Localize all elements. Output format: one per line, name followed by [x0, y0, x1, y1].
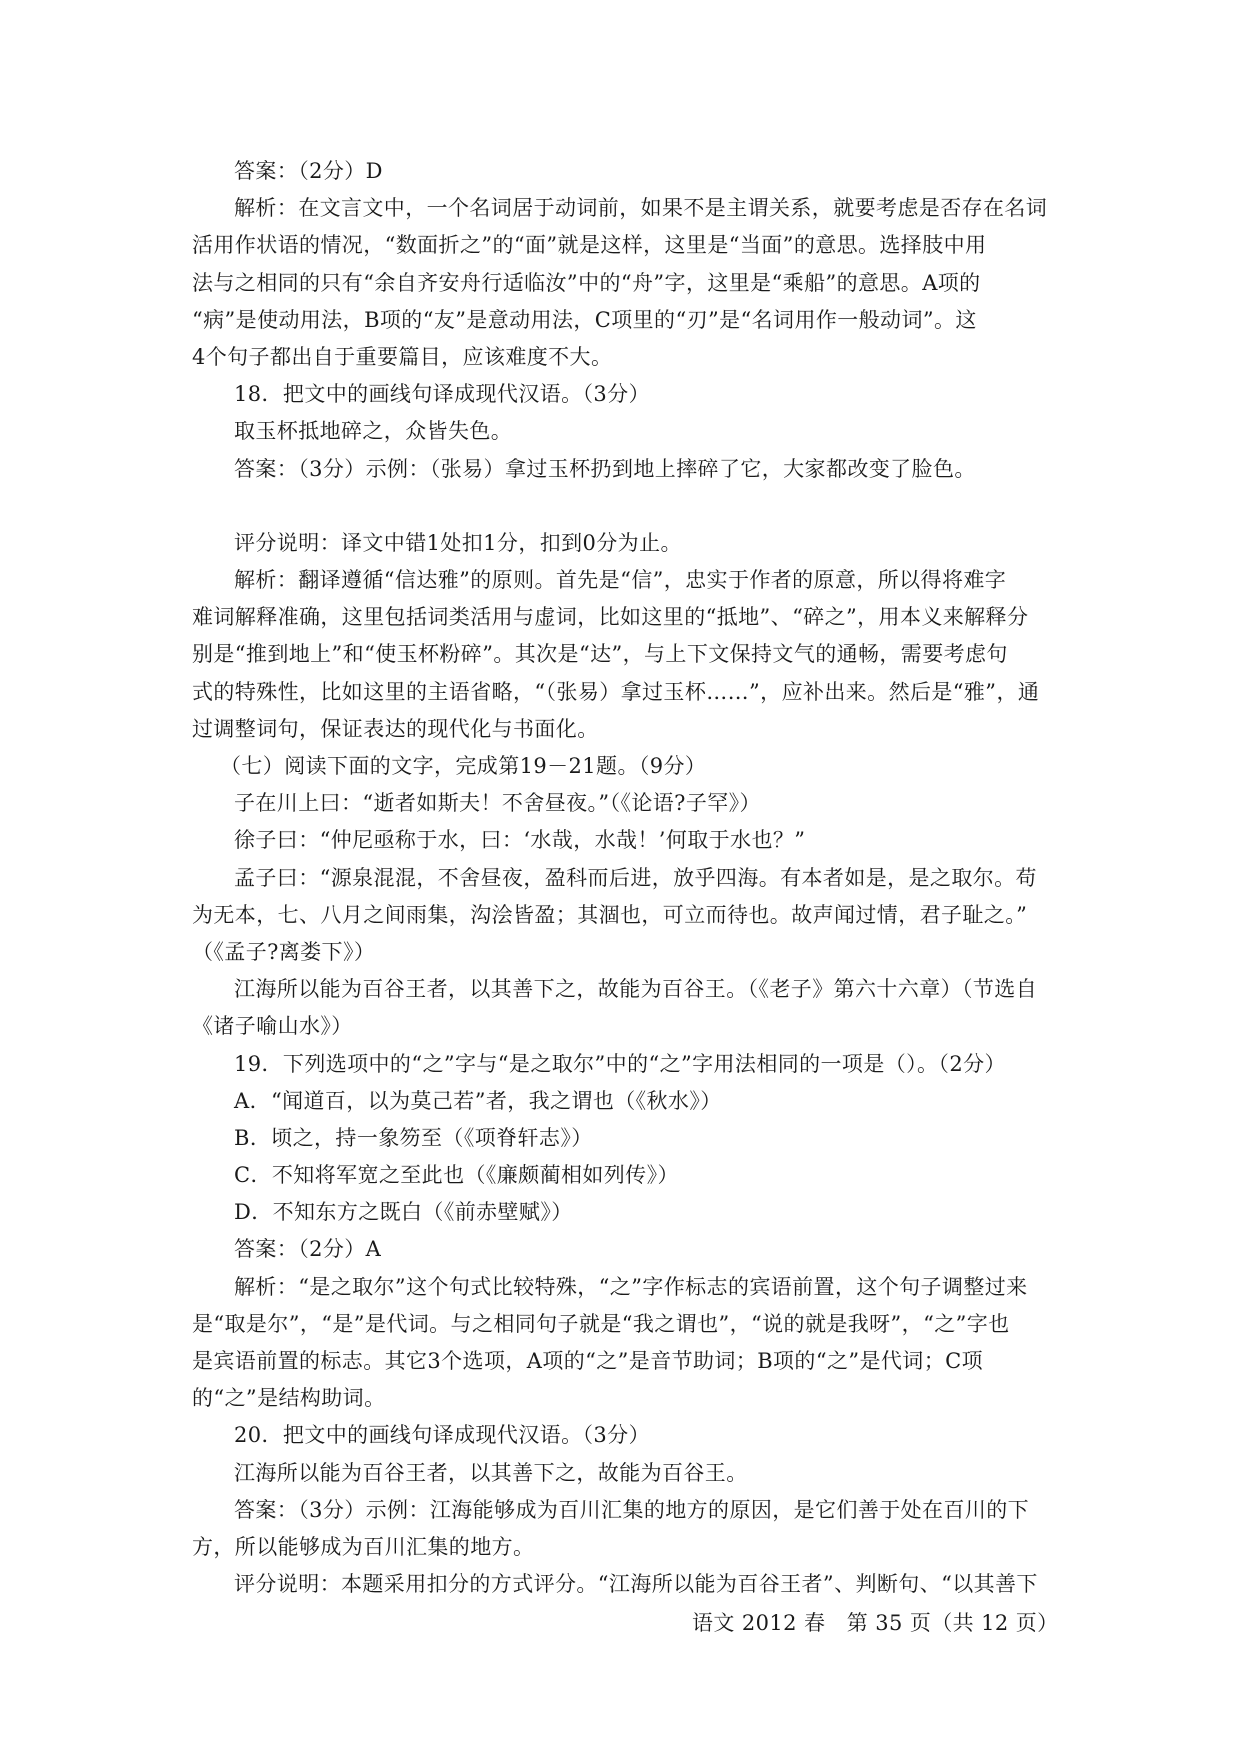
analysis-line: “病”是使动用法，B项的“友”是意动用法，C项里的“刃”是“名词用作一般动词”。这	[192, 307, 977, 332]
option-line: A．“闻道百，以为莫己若”者，我之谓也（《秋水》）	[234, 1088, 722, 1113]
answer-line: 答案：（3分）示例：江海能够成为百川汇集的地方的原因，是它们善于处在百川的下	[234, 1497, 1030, 1522]
page-footer: 语文 2012 春 第 35 页（共 12 页）	[692, 1611, 1059, 1635]
option-line: D．不知东方之既白（《前赤壁赋》）	[234, 1200, 573, 1225]
passage-line: 子在川上曰：“逝者如斯夫！不舍昼夜。”（《论语?子罕》）	[234, 791, 761, 816]
analysis-line: 解析：在文言文中，一个名词居于动词前，如果不是主谓关系，就要考虑是否存在名词	[234, 196, 1048, 221]
analysis-line: 式的特殊性，比如这里的主语省略，“（张易）拿过玉杯……”，应补出来。然后是“雅”，通	[192, 679, 1040, 704]
sentence-line: 取玉杯抵地碎之，众皆失色。	[234, 419, 513, 444]
passage-line: 为无本，七、八月之间雨集，沟浍皆盈；其涸也，可立而待也。故声闻过情，君子耻之。”	[192, 902, 1028, 927]
analysis-line: 法与之相同的只有“余自齐安舟行适临汝”中的“舟”字，这里是“乘船”的意思。A项的	[192, 270, 981, 295]
scoring-line: 评分说明：本题采用扣分的方式评分。“江海所以能为百谷王者”、判断句、“以其善下	[234, 1572, 1038, 1597]
answer-line: 方，所以能够成为百川汇集的地方。	[192, 1534, 535, 1559]
passage-line: 江海所以能为百谷王者，以其善下之，故能为百谷王。（《老子》第六十六章）（节选自	[234, 977, 1038, 1002]
passage-line: 《诸子喻山水》）	[192, 1014, 353, 1039]
question-line: 20．把文中的画线句译成现代汉语。（3分）	[234, 1423, 650, 1448]
analysis-line: 是宾语前置的标志。其它3个选项，A项的“之”是音节助词；B项的“之”是代词；C项	[192, 1349, 983, 1373]
scoring-line: 评分说明：译文中错1处扣1分，扣到0分为止。	[234, 530, 682, 555]
analysis-line: 是“取是尔”，“是”是代词。与之相同句子就是“我之谓也”，“说的就是我呀”，“之”字也	[192, 1311, 1010, 1336]
answer-line: 答案：（2分）D	[234, 159, 383, 183]
analysis-line: 难词解释准确，这里包括词类活用与虚词，比如这里的“抵地”、“碎之”，用本义来解释分	[192, 605, 1029, 630]
question-line: 19．下列选项中的“之”字与“是之取尔”中的“之”字用法相同的一项是（）。（2分）	[234, 1051, 1006, 1076]
question-line: 18．把文中的画线句译成现代汉语。（3分）	[234, 382, 650, 407]
option-line: B．顷之，持一象笏至（《项脊轩志》）	[234, 1125, 593, 1150]
passage-line: （《孟子?离娄下》）	[192, 939, 376, 964]
option-line: C．不知将军宽之至此也（《廉颇蔺相如列传》）	[234, 1163, 679, 1188]
answer-line: 答案：（3分）示例：（张易）拿过玉杯扔到地上摔碎了它，大家都改变了脸色。	[234, 456, 976, 481]
blank-line	[192, 488, 1052, 525]
analysis-line: 4个句子都出自于重要篇目，应该难度不大。	[192, 344, 613, 369]
analysis-line: 解析：“是之取尔”这个句式比较特殊，“之”字作标志的宾语前置，这个句子调整过来	[234, 1274, 1028, 1299]
answer-line: 答案：（2分）A	[234, 1237, 382, 1262]
passage-line: 徐子曰：“仲尼亟称于水，曰：‘水哉，水哉！’何取于水也？”	[234, 828, 806, 853]
passage-line: 孟子曰：“源泉混混，不舍昼夜，盈科而后进，放乎四海。有本者如是，是之取尔。苟	[234, 865, 1037, 890]
analysis-line: 的“之”是结构助词。	[192, 1386, 386, 1411]
analysis-line: 解析：翻译遵循“信达雅”的原则。首先是“信”，忠实于作者的原意，所以得将难字	[234, 568, 1007, 593]
analysis-line: 活用作状语的情况，“数面折之”的“面”就是这样，这里是“当面”的意思。选择肢中用	[192, 233, 987, 258]
document-body	[192, 153, 1052, 1603]
section-line: （七）阅读下面的文字，完成第19－21题。（9分）	[220, 754, 707, 778]
analysis-line: 过调整词句，保证表达的现代化与书面化。	[192, 716, 599, 741]
sentence-line: 江海所以能为百谷王者，以其善下之，故能为百谷王。	[234, 1460, 748, 1485]
analysis-line: 别是“推到地上”和“使玉杯粉碎”。其次是“达”，与上下文保持文气的通畅，需要考虑句	[192, 642, 1008, 667]
